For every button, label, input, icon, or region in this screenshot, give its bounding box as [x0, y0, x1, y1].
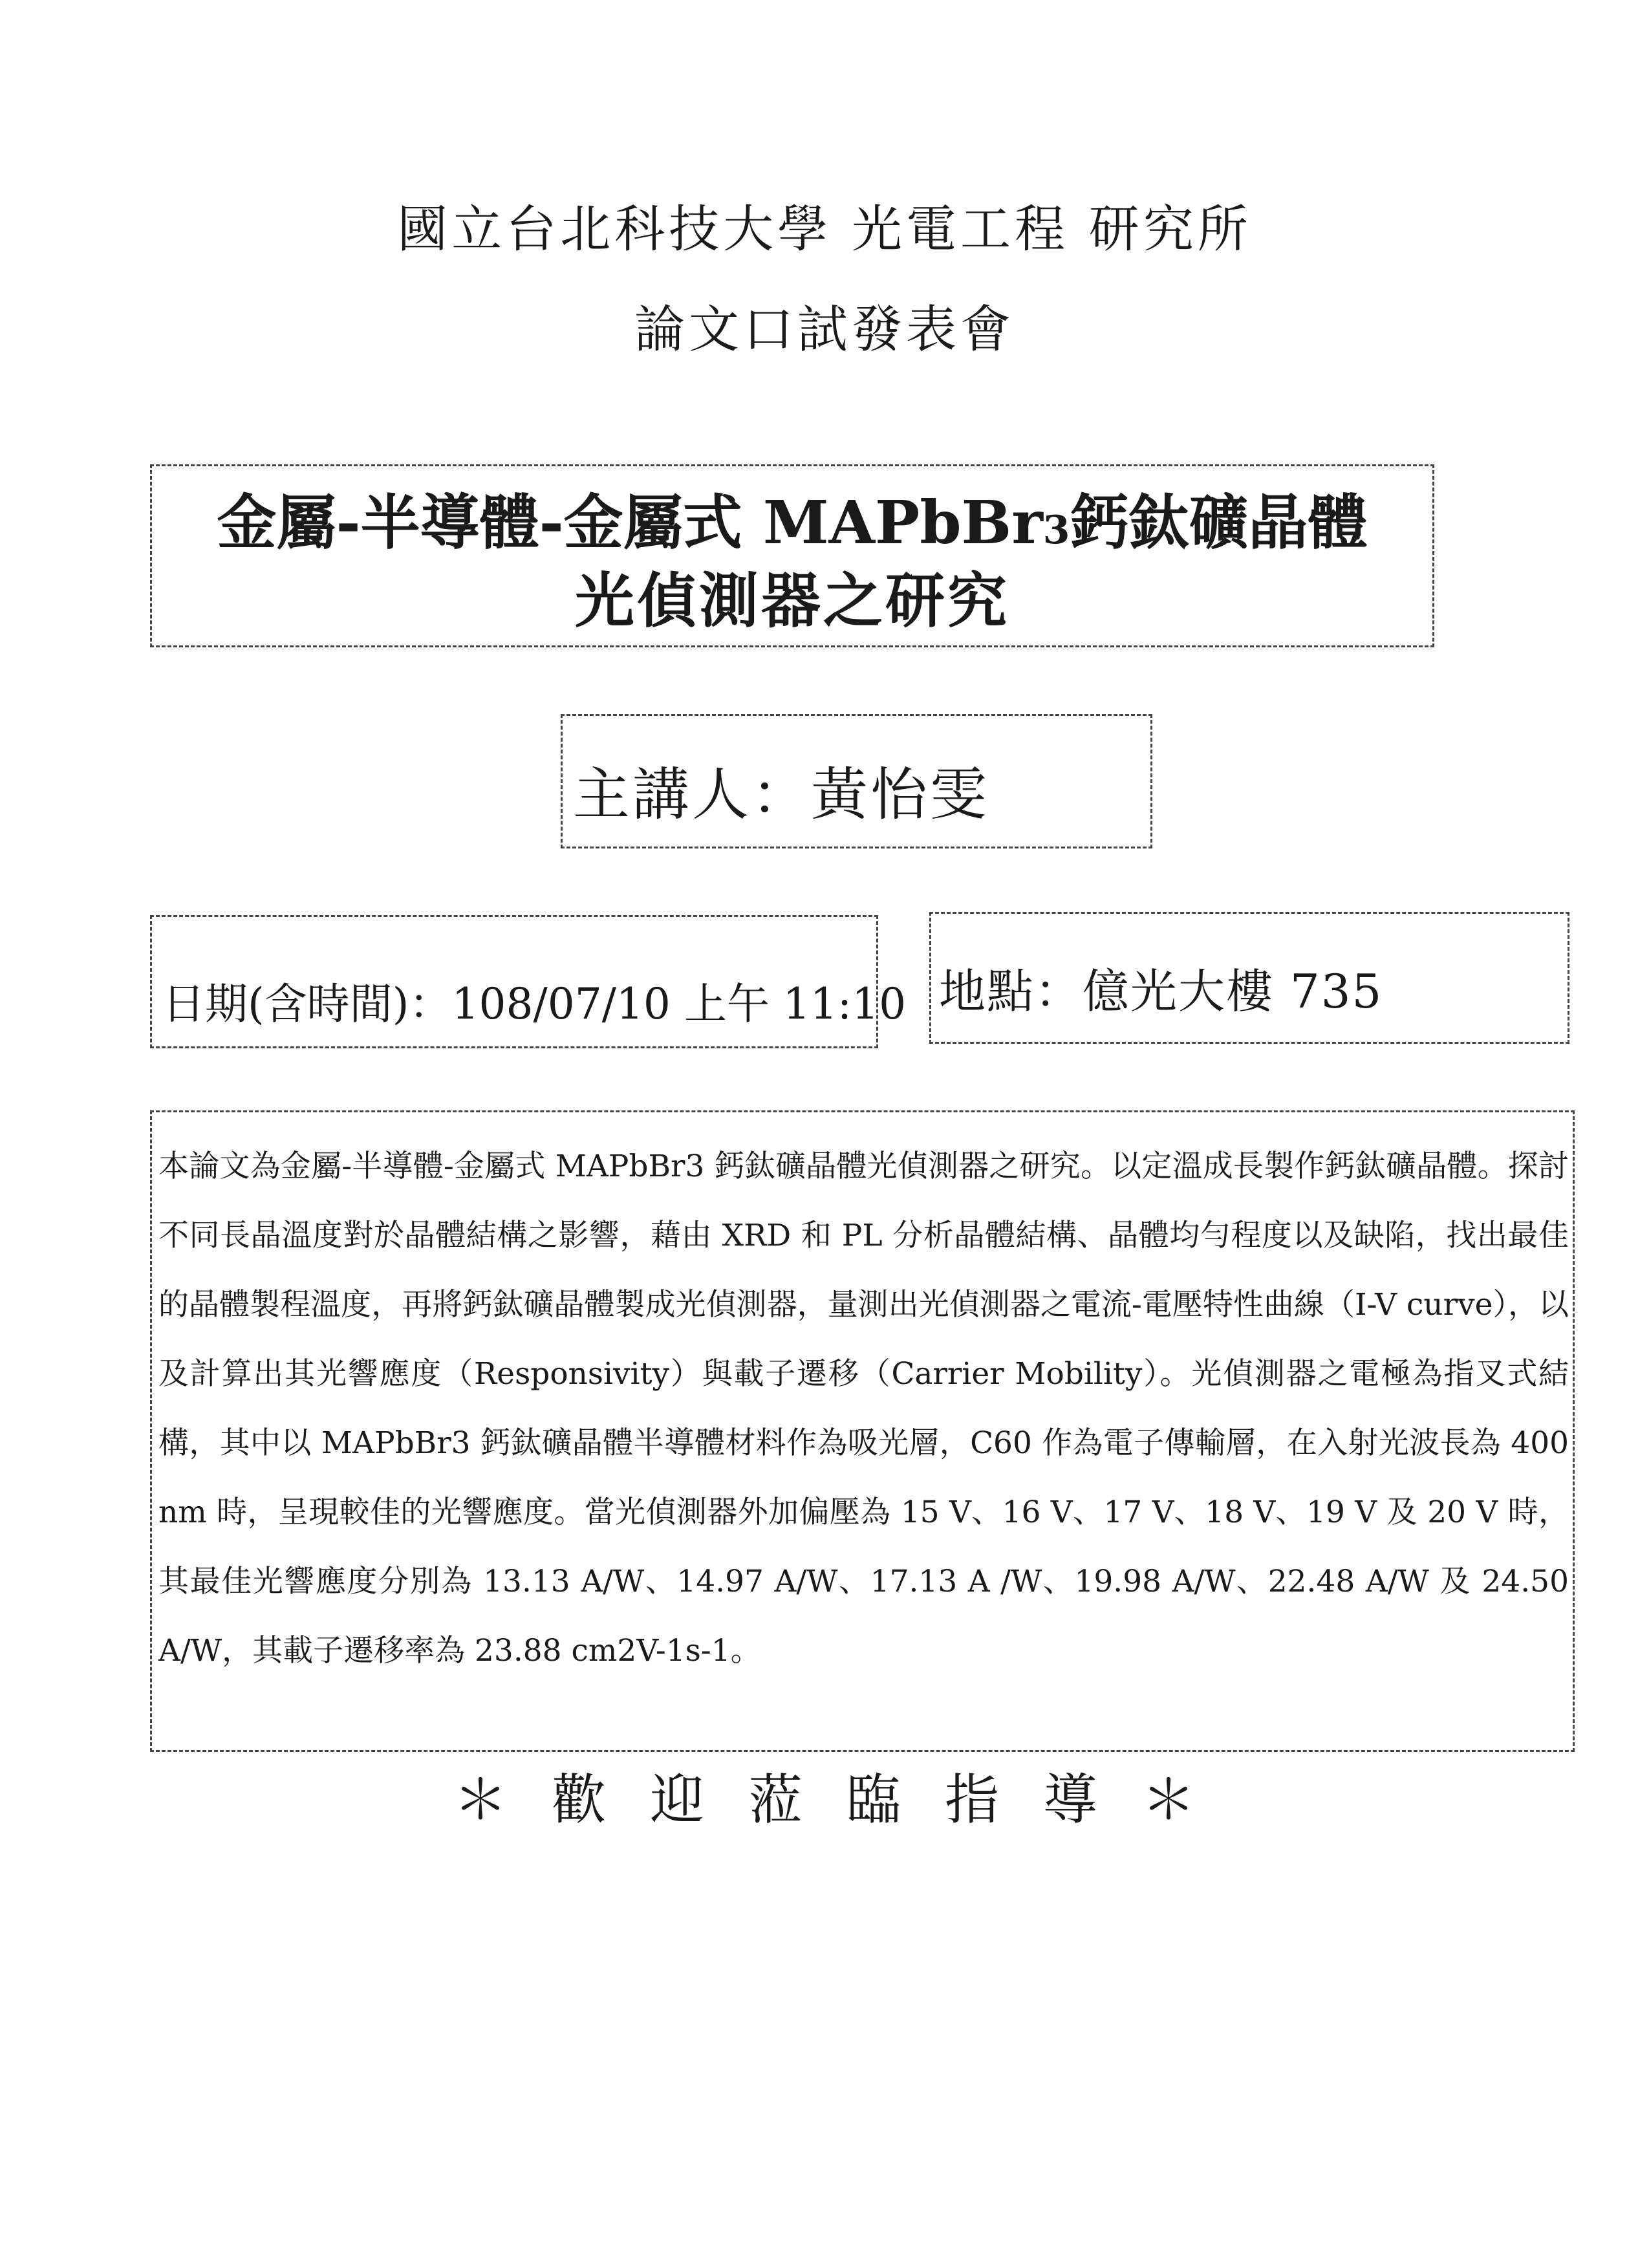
thesis-title-suffix: 鈣鈦礦晶體 [1070, 488, 1368, 557]
speaker-box [561, 714, 1152, 848]
thesis-title-subscript: 3 [1042, 508, 1070, 553]
location-box [929, 912, 1569, 1044]
speaker-label: 主講人：黃怡雯 [573, 761, 990, 828]
location-label: 地點：億光大樓 735 [939, 964, 1383, 1019]
thesis-title-line-2: 光偵測器之研究 [574, 566, 1009, 636]
date-box [150, 915, 907, 1048]
thesis-title-box [150, 464, 1434, 647]
abstract-paragraph: 本論文為金屬-半導體-金屬式 MAPbBr3 鈣鈦礦晶體光偵測器之研究。以定溫成長製作鈣鈦礦晶體。探討不同長晶溫度對於晶體結構之影響，藉由 XRD 和 PL 分析晶體結構、晶體均勻程度以及缺陷，找出最佳的晶體製程溫度，再將鈣鈦礦晶體製成光偵測器，量測出光偵測器之電流-電壓特性曲線（I-V curve），以及計算出其光響應度（Responsivity）與載子遷移（Carrier Mobility）。光偵測器之電極為指叉式結構，其中以 MAPbBr3 鈣鈦礦晶體半導體材料作為吸光層，C60 作為電子傳輸層，在入射光波長為 400 nm 時，呈現較佳的光響應度。當光偵測器外加偏壓為 15 V、16 V、17 V、18 V、19 V 及 20 V 時，其最佳光響應度分別為 13.13 A/W、14.97 A/W、17.13 A /W、19.98 A/W、22.48 A/W 及 24.50 A/W，其載子遷移率為 23.88 cm2V-1s-1。 [158, 1149, 1569, 1669]
date-label: 日期(含時間)：108/07/10 上午 11:10 [162, 979, 907, 1029]
thesis-title-line-1 [152, 481, 1432, 572]
abstract-box [150, 1110, 1575, 1752]
institution-heading: 國立台北科技大學 光電工程 研究所 [397, 200, 1252, 259]
welcome-footer: ＊歡迎蒞臨指導＊ [453, 1768, 1240, 1831]
thesis-title-prefix: 金屬-半導體-金屬式 MAPbBr [217, 488, 1043, 557]
event-heading: 論文口試發表會 [634, 301, 1015, 359]
